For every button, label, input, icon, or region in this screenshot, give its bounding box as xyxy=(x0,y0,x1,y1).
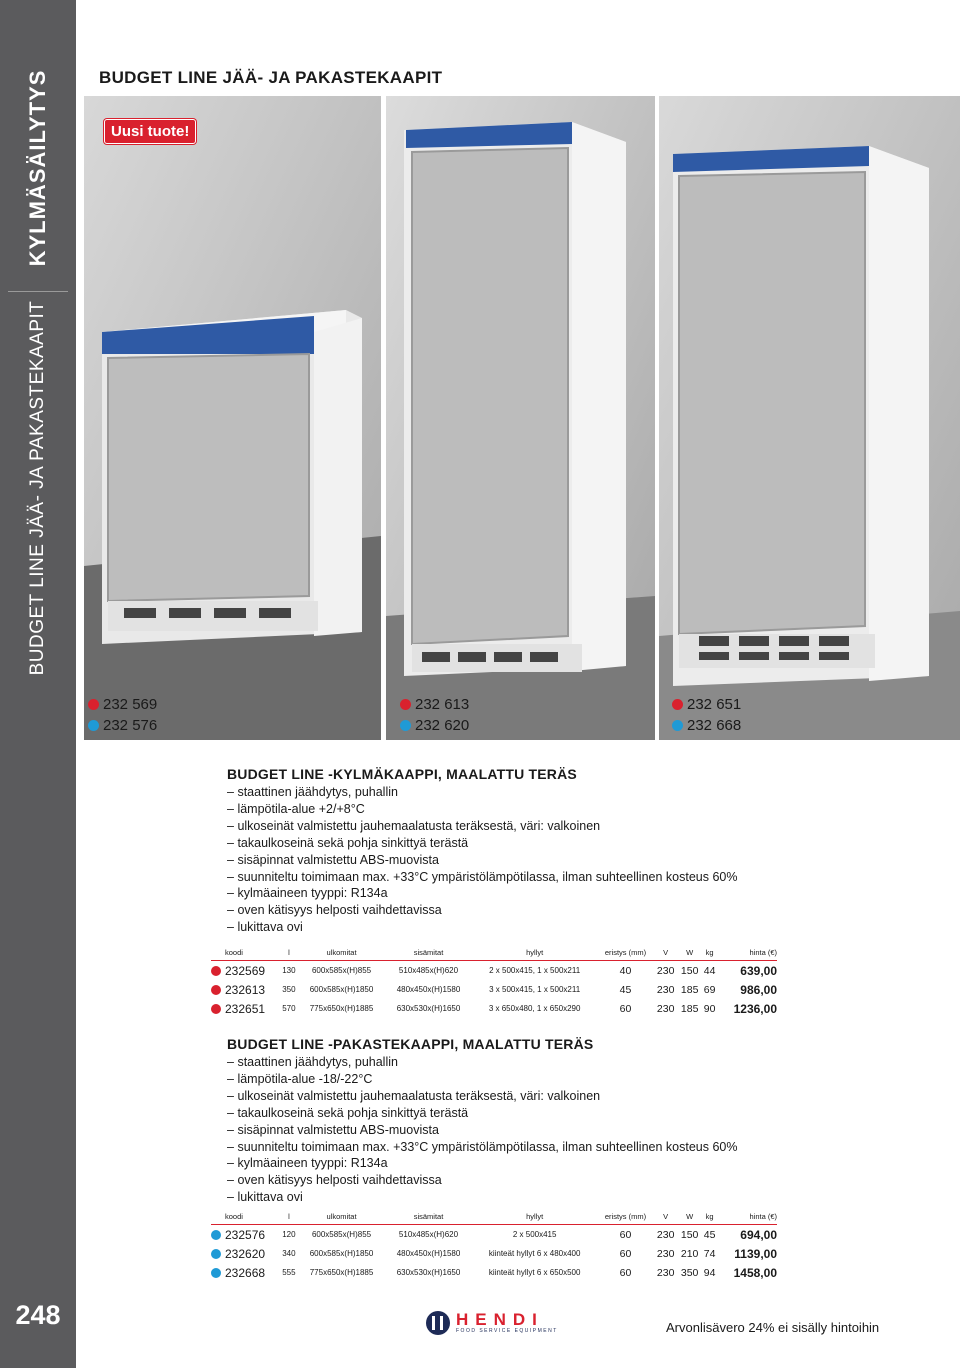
feature-list xyxy=(227,784,777,936)
cell-kg: 94 xyxy=(703,1266,716,1279)
fridge-image-medium xyxy=(386,96,655,740)
feature-item: – takaulkoseinä sekä pohja sinkittyä terästä xyxy=(227,835,777,852)
cell-insulation: 60 xyxy=(619,1247,632,1260)
freezer-dot xyxy=(88,720,99,731)
page-title: BUDGET LINE JÄÄ- JA PAKASTEKAAPIT xyxy=(99,68,443,87)
cell-code: 232668 xyxy=(225,1265,266,1280)
hendi-logo xyxy=(426,1311,558,1335)
cell-w: 150 xyxy=(680,964,699,977)
freezer-dot xyxy=(211,1230,221,1240)
feature-item: – staattinen jäähdytys, puhallin xyxy=(227,784,777,801)
feature-item: – kylmäaineen tyyppi: R134a xyxy=(227,885,777,902)
column-header: V xyxy=(654,946,678,961)
cell-kg: 44 xyxy=(703,964,716,977)
cell-v: 230 xyxy=(656,1228,675,1241)
code-line xyxy=(88,715,157,736)
feature-list xyxy=(227,1054,777,1206)
column-header: koodi xyxy=(225,946,280,961)
cell-inner: 510x485x(H)620 xyxy=(398,966,459,976)
feature-item: – suunniteltu toimimaan max. +33°C ympäristölämpötilassa, ilman suhteellinen kosteus 60% xyxy=(227,1139,777,1156)
code-line xyxy=(672,694,741,715)
table-header xyxy=(211,946,777,961)
table-row xyxy=(211,961,777,981)
brand-name: HENDI xyxy=(456,1310,544,1329)
column-header: hinta (€) xyxy=(718,946,777,961)
column-header: hyllyt xyxy=(472,1210,597,1225)
feature-item: – takaulkoseinä sekä pohja sinkittyä terästä xyxy=(227,1105,777,1122)
cell-code: 232569 xyxy=(225,963,266,978)
cell-inner: 630x530x(H)1650 xyxy=(396,1004,461,1014)
cell-price: 639,00 xyxy=(740,963,777,978)
feature-item: – lukittava ovi xyxy=(227,919,777,936)
table-row xyxy=(211,1225,777,1245)
fridge-dot xyxy=(211,1004,221,1014)
freezer-section xyxy=(227,1036,777,1282)
code-line xyxy=(88,694,157,715)
table-row xyxy=(211,1263,777,1282)
cell-v: 230 xyxy=(656,1247,675,1260)
cell-l: 130 xyxy=(282,966,296,976)
cell-v: 230 xyxy=(656,1002,675,1015)
column-header: hinta (€) xyxy=(718,1210,777,1225)
product-code: 232 651 xyxy=(687,696,742,713)
column-header: W xyxy=(678,946,702,961)
cell-outer: 600x585x(H)855 xyxy=(311,966,372,976)
fridge-dot xyxy=(400,699,411,710)
feature-item: – ulkoseinät valmistettu jauhemaalatusta teräksestä, väri: valkoinen xyxy=(227,1088,777,1105)
product-code: 232 576 xyxy=(103,717,158,734)
code-line xyxy=(400,715,469,736)
feature-item: – sisäpinnat valmistettu ABS-muovista xyxy=(227,852,777,869)
photo-codes-large xyxy=(672,694,741,736)
cell-outer: 600x585x(H)1850 xyxy=(309,1249,374,1259)
cell-kg: 69 xyxy=(703,983,716,996)
feature-item: – sisäpinnat valmistettu ABS-muovista xyxy=(227,1122,777,1139)
cell-l: 120 xyxy=(282,1230,296,1240)
column-header: kg xyxy=(702,1210,718,1225)
cell-inner: 480x450x(H)1580 xyxy=(396,985,461,995)
product-code: 232 620 xyxy=(415,717,470,734)
cell-kg: 45 xyxy=(703,1228,716,1241)
spec-table xyxy=(211,946,777,1018)
column-header: ulkomitat xyxy=(298,946,385,961)
subcategory-label: BUDGET LINE JÄÄ- JA PAKASTEKAAPIT xyxy=(27,300,48,676)
cell-inner: 510x485x(H)620 xyxy=(398,1230,459,1240)
cell-v: 230 xyxy=(656,983,675,996)
photo-codes-medium xyxy=(400,694,469,736)
cell-kg: 74 xyxy=(703,1247,716,1260)
cell-l: 555 xyxy=(282,1268,296,1278)
cell-code: 232620 xyxy=(225,1246,266,1261)
brand-tagline: FOOD SERVICE EQUIPMENT xyxy=(456,1328,558,1334)
column-header: koodi xyxy=(225,1210,280,1225)
table-row xyxy=(211,999,777,1018)
sidebar-divider xyxy=(8,291,68,292)
column-header: hyllyt xyxy=(472,946,597,961)
code-line xyxy=(672,715,741,736)
cell-price: 694,00 xyxy=(740,1227,777,1242)
section-title: BUDGET LINE -KYLMÄKAAPPI, MAALATTU TERÄS xyxy=(227,766,577,782)
cell-insulation: 60 xyxy=(619,1228,632,1241)
sidebar xyxy=(0,0,76,1278)
cell-code: 232651 xyxy=(225,1001,266,1016)
vat-note: Arvonlisävero 24% ei sisälly hintoihin xyxy=(666,1320,880,1335)
cell-price: 986,00 xyxy=(740,982,777,997)
cell-price: 1458,00 xyxy=(733,1265,777,1280)
feature-item: – lämpötila-alue +2/+8°C xyxy=(227,801,777,818)
cell-w: 350 xyxy=(680,1266,699,1279)
feature-item: – lukittava ovi xyxy=(227,1189,777,1206)
cell-w: 185 xyxy=(680,983,699,996)
new-product-badge: Uusi tuote! xyxy=(104,119,196,144)
cell-l: 570 xyxy=(282,1004,296,1014)
cell-l: 350 xyxy=(282,985,296,995)
column-header: V xyxy=(654,1210,678,1225)
feature-item: – kylmäaineen tyyppi: R134a xyxy=(227,1155,777,1172)
cell-insulation: 40 xyxy=(619,964,632,977)
fridge-dot xyxy=(88,699,99,710)
column-header: l xyxy=(280,1210,298,1225)
feature-item: – lämpötila-alue -18/-22°C xyxy=(227,1071,777,1088)
column-header: kg xyxy=(702,946,718,961)
cell-shelves: 3 x 650x480, 1 x 650x290 xyxy=(488,1004,581,1014)
column-header: eristys (mm) xyxy=(597,1210,653,1225)
fridge-dot xyxy=(211,985,221,995)
table-header xyxy=(211,1210,777,1225)
cell-price: 1139,00 xyxy=(734,1246,777,1261)
product-photo-small xyxy=(84,96,381,740)
feature-item: – suunniteltu toimimaan max. +33°C ympäristölämpötilassa, ilman suhteellinen kosteus 60% xyxy=(227,869,777,886)
fridge-section xyxy=(227,766,777,1018)
spec-table xyxy=(211,1210,777,1282)
column-header: W xyxy=(678,1210,702,1225)
cell-v: 230 xyxy=(656,964,675,977)
product-code: 232 569 xyxy=(103,696,158,713)
freezer-dot xyxy=(211,1249,221,1259)
cell-shelves: kiinteät hyllyt 6 x 480x400 xyxy=(488,1249,581,1259)
freezer-dot xyxy=(672,720,683,731)
fridge-dot xyxy=(672,699,683,710)
cell-inner: 480x450x(H)1580 xyxy=(396,1249,461,1259)
cell-shelves: kiinteät hyllyt 6 x 650x500 xyxy=(488,1268,581,1278)
column-header: eristys (mm) xyxy=(597,946,653,961)
cell-outer: 775x650x(H)1885 xyxy=(309,1268,374,1278)
page-number: 248 xyxy=(15,1300,61,1330)
cell-outer: 600x585x(H)1850 xyxy=(309,985,374,995)
column-header: sisämitat xyxy=(385,946,472,961)
photo-codes-small xyxy=(88,694,157,736)
column-header: ulkomitat xyxy=(298,1210,385,1225)
cell-outer: 600x585x(H)855 xyxy=(311,1230,372,1240)
cell-insulation: 60 xyxy=(619,1266,632,1279)
product-photo-medium xyxy=(386,96,655,740)
cell-shelves: 2 x 500x415 xyxy=(512,1230,557,1240)
cell-outer: 775x650x(H)1885 xyxy=(309,1004,374,1014)
column-header: sisämitat xyxy=(385,1210,472,1225)
product-code: 232 613 xyxy=(415,696,470,713)
cell-code: 232613 xyxy=(225,982,266,997)
feature-item: – oven kätisyys helposti vaihdettavissa xyxy=(227,1172,777,1189)
cell-insulation: 60 xyxy=(619,1002,632,1015)
section-title: BUDGET LINE -PAKASTEKAAPPI, MAALATTU TERÄS xyxy=(227,1036,594,1052)
table-row xyxy=(211,1244,777,1263)
cell-shelves: 2 x 500x415, 1 x 500x211 xyxy=(489,966,581,976)
code-line xyxy=(400,694,469,715)
cell-insulation: 45 xyxy=(619,983,632,996)
feature-item: – staattinen jäähdytys, puhallin xyxy=(227,1054,777,1071)
cell-kg: 90 xyxy=(703,1002,716,1015)
table-row xyxy=(211,980,777,999)
cell-inner: 630x530x(H)1650 xyxy=(396,1268,461,1278)
cell-l: 340 xyxy=(282,1249,296,1259)
cell-w: 185 xyxy=(680,1002,699,1015)
freezer-dot xyxy=(400,720,411,731)
feature-item: – oven kätisyys helposti vaihdettavissa xyxy=(227,902,777,919)
fridge-image-small xyxy=(84,96,381,740)
hendi-logo-icon xyxy=(426,1311,450,1335)
cell-price: 1236,00 xyxy=(733,1001,777,1016)
cell-shelves: 3 x 500x415, 1 x 500x211 xyxy=(489,985,581,995)
fridge-dot xyxy=(211,966,221,976)
fridge-image-large xyxy=(659,96,960,740)
feature-item: – ulkoseinät valmistettu jauhemaalatusta teräksestä, väri: valkoinen xyxy=(227,818,777,835)
category-label: KYLMÄSÄILYTYS xyxy=(25,69,50,267)
cell-code: 232576 xyxy=(225,1227,266,1242)
cell-w: 150 xyxy=(680,1228,699,1241)
product-photo-large xyxy=(659,96,960,740)
product-code: 232 668 xyxy=(687,717,742,734)
freezer-dot xyxy=(211,1268,221,1278)
cell-w: 210 xyxy=(680,1247,699,1260)
cell-v: 230 xyxy=(656,1266,675,1279)
column-header: l xyxy=(280,946,298,961)
